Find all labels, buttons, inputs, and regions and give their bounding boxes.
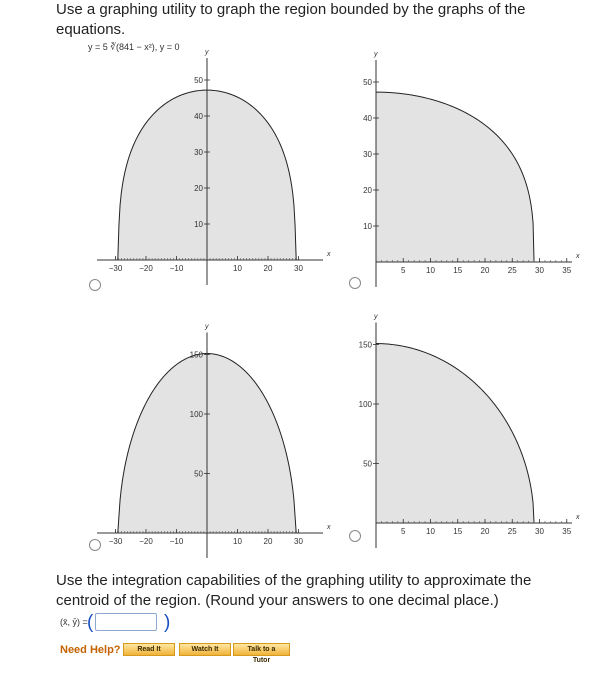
y-tick-label: 100	[358, 400, 372, 409]
region-fill	[376, 92, 534, 262]
y-tick-label: 50	[363, 78, 372, 87]
x-tick-label: 35	[562, 266, 572, 275]
x-tick-label: 20	[263, 264, 273, 273]
x-tick-label: 5	[401, 266, 406, 275]
centroid-prompt: Use the integration capabilities of the graphing utility to approximate the centroid of the region. (Round your answers to one decimal place.)	[56, 572, 532, 609]
y-tick-label: 30	[363, 150, 372, 159]
y-tick-label: 30	[194, 148, 203, 157]
centroid-answer-input[interactable]	[95, 613, 157, 631]
x-tick-label: −20	[139, 537, 153, 546]
y-tick-label: 10	[194, 220, 203, 229]
question-equation: y = 5 ∛(841 − x²), y = 0	[88, 42, 180, 52]
x-axis-label: x	[576, 514, 580, 521]
x-tick-label: 20	[480, 266, 490, 275]
x-tick-label: 10	[426, 266, 435, 275]
talk-to-tutor-button[interactable]: Talk to a Tutor	[233, 643, 290, 656]
close-paren: )	[164, 612, 171, 633]
y-axis-label: y	[374, 313, 378, 321]
y-tick-label: 100	[189, 410, 203, 419]
x-tick-label: 35	[562, 527, 572, 536]
x-axis-label: x	[576, 253, 580, 260]
x-axis-label: x	[327, 524, 331, 531]
x-tick-label: −10	[169, 264, 184, 273]
graph-option-b	[350, 51, 590, 292]
watch-it-button[interactable]: Watch It	[179, 643, 231, 656]
x-axis-label: x	[327, 251, 331, 258]
x-tick-label: 10	[426, 527, 435, 536]
x-tick-label: 20	[480, 527, 490, 536]
x-tick-label: 30	[535, 266, 544, 275]
radio-option-a[interactable]	[89, 279, 101, 291]
y-tick-label: 40	[194, 112, 203, 121]
y-tick-label: 40	[363, 114, 372, 123]
y-tick-label: 20	[194, 184, 203, 193]
x-tick-label: −20	[139, 264, 153, 273]
y-axis-label: y	[205, 49, 209, 56]
x-tick-label: 25	[507, 266, 517, 275]
y-axis-label: y	[205, 323, 209, 331]
graph-option-c	[95, 316, 335, 552]
x-tick-label: −10	[169, 537, 184, 546]
graph-option-d	[350, 313, 590, 552]
x-tick-label: 30	[294, 537, 303, 546]
y-tick-label: 150	[189, 350, 203, 360]
x-tick-label: 15	[453, 266, 463, 275]
y-tick-label: 50	[194, 76, 203, 85]
x-tick-label: 30	[535, 527, 544, 536]
radio-option-d[interactable]	[349, 530, 361, 542]
x-tick-label: 30	[294, 264, 303, 273]
x-tick-label: 10	[233, 537, 242, 546]
y-tick-label: 10	[363, 222, 372, 231]
y-tick-label: 20	[363, 186, 372, 195]
x-tick-label: 25	[507, 527, 517, 536]
read-it-button[interactable]: Read It	[123, 643, 175, 656]
x-tick-label: −30	[108, 537, 123, 546]
x-tick-label: −30	[108, 264, 123, 273]
y-tick-label: 50	[194, 469, 203, 479]
y-tick-label: 50	[363, 459, 372, 469]
need-help-label: Need Help?	[60, 644, 121, 656]
radio-option-c[interactable]	[89, 539, 101, 551]
radio-option-b[interactable]	[349, 277, 361, 289]
question-prompt: Use a graphing utility to graph the region bounded by the graphs of the equations.	[56, 1, 526, 38]
graph-option-a	[95, 49, 335, 292]
x-tick-label: 5	[401, 527, 406, 536]
centroid-answer-label: (x̄, ȳ) =	[60, 617, 88, 627]
y-axis-label: y	[374, 51, 378, 58]
x-tick-label: 20	[263, 537, 273, 546]
y-tick-label: 150	[358, 340, 372, 350]
x-tick-label: 15	[453, 527, 463, 536]
x-tick-label: 10	[233, 264, 242, 273]
open-paren: (	[87, 612, 94, 633]
region-fill	[376, 344, 534, 523]
